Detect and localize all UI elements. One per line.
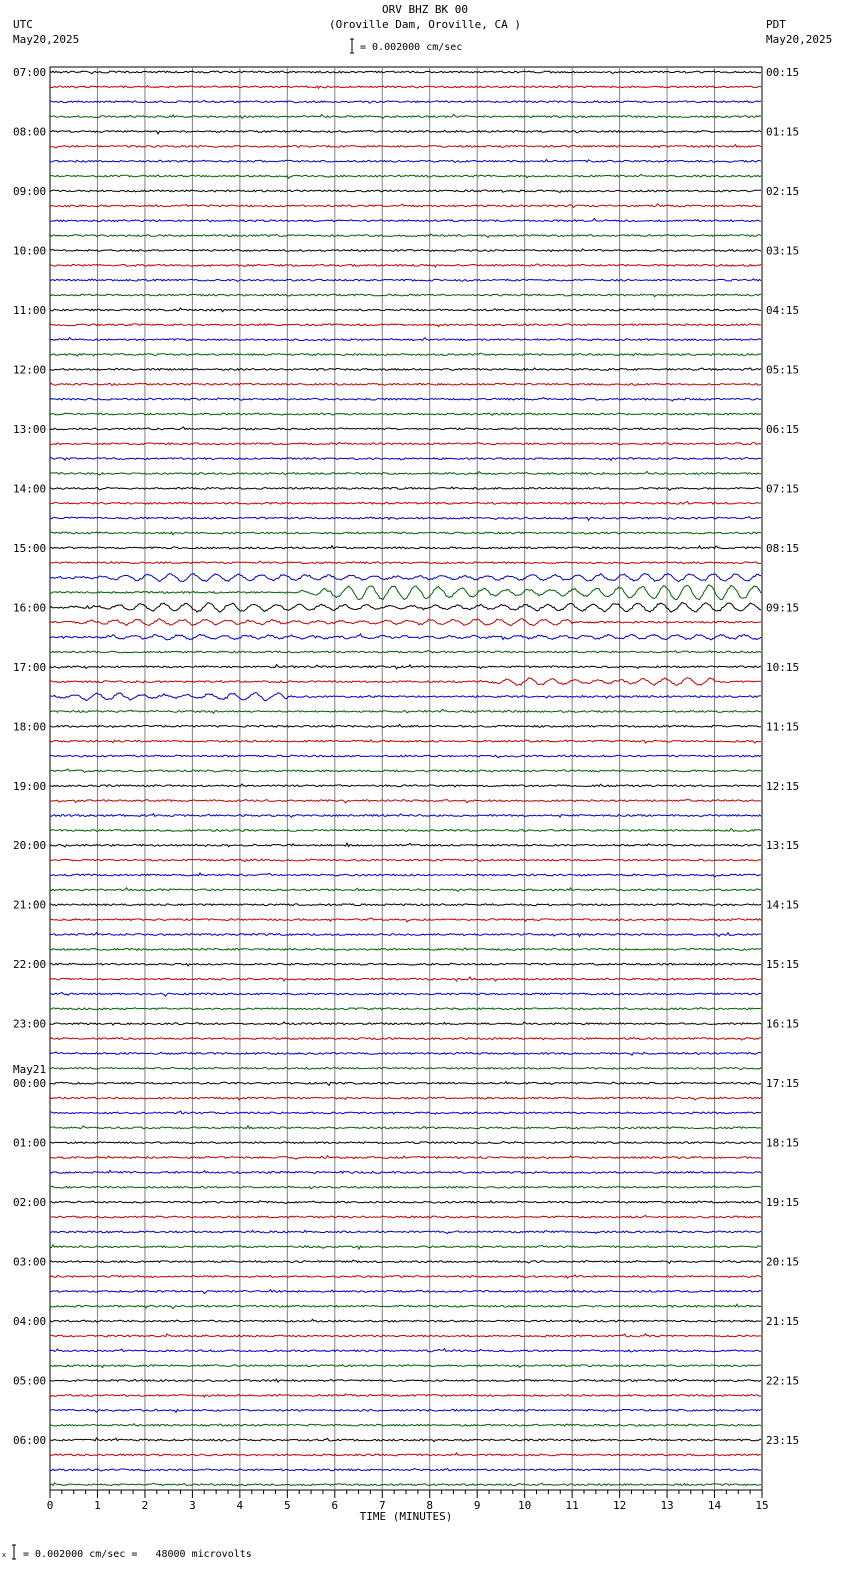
pdt-time-label: 23:15 [766,1434,800,1448]
utc-hour-label: 09:00 [13,184,47,198]
utc-hour-label: 05:00 [13,1374,47,1388]
trace-23 [50,413,761,416]
trace-12 [50,249,761,252]
trace-94 [50,1469,761,1472]
utc-hour-label: 00:00 [13,1077,47,1091]
x-tick-label-12: 12 [612,1499,627,1512]
trace-89 [50,1394,761,1397]
trace-91 [50,1424,761,1427]
pdt-time-label: 09:15 [766,601,800,615]
utc-hour-label: 17:00 [13,660,47,674]
trace-30 [50,517,761,521]
trace-5 [50,145,761,149]
pdt-time-label: 12:15 [766,779,800,793]
utc-hour-label: 22:00 [13,958,47,972]
pdt-time-label: 19:15 [766,1196,800,1210]
chart-subtitle: (Oroville Dam, Oroville, CA ) [328,18,522,31]
trace-49 [50,799,761,803]
trace-7 [50,174,761,178]
x-tick-label-2: 2 [141,1499,149,1512]
trace-76 [50,1201,761,1204]
trace-79 [50,1245,761,1249]
trace-50 [50,814,761,818]
utc-hour-label: 04:00 [13,1315,47,1329]
trace-28 [50,487,761,491]
x-tick-label-8: 8 [426,1499,434,1512]
trace-75 [50,1186,761,1189]
trace-88 [50,1379,761,1382]
trace-4 [50,130,761,134]
utc-hour-label: 03:00 [13,1255,47,1269]
utc-hour-label: 06:00 [13,1434,47,1448]
pdt-time-label: 10:15 [766,660,800,674]
trace-10 [50,218,761,222]
pdt-time-label: 16:15 [766,1017,800,1031]
trace-43 [50,709,761,713]
trace-8 [50,190,761,193]
trace-24 [50,427,761,430]
trace-38 [50,634,761,640]
trace-95 [50,1483,761,1486]
utc-hour-label: 14:00 [13,482,47,496]
trace-62 [50,993,761,997]
trace-78 [50,1230,761,1233]
utc-hour-label: 08:00 [13,125,47,139]
trace-64 [50,1022,761,1025]
utc-hour-label: 07:00 [13,66,47,79]
utc-hour-label: 11:00 [13,303,47,317]
trace-35 [50,585,761,600]
trace-59 [50,948,761,951]
pdt-time-label: 17:15 [766,1077,800,1091]
trace-63 [50,1008,761,1011]
utc-label: UTC [13,18,33,31]
trace-29 [50,502,761,505]
footer-scale-label: = 0.002000 cm/sec = 48000 microvolts [23,1549,252,1560]
utc-hour-label: 12:00 [13,363,47,377]
utc-hour-label: 10:00 [13,244,47,258]
trace-48 [50,784,761,787]
trace-0 [50,71,761,74]
scale-label: = 0.002000 cm/sec [360,42,463,53]
utc-hour-label: 13:00 [13,422,47,436]
utc-hour-label: 21:00 [13,898,47,912]
trace-40 [50,665,761,669]
pdt-time-label: 11:15 [766,720,800,734]
footer-scale-marker: x [1,1551,7,1559]
trace-73 [50,1156,761,1160]
x-tick-label-11: 11 [565,1499,579,1512]
trace-27 [50,472,761,476]
seismic-traces [50,71,761,1486]
x-tick-label-14: 14 [707,1499,722,1512]
utc-hour-label: 18:00 [13,720,47,734]
trace-3 [50,114,761,118]
trace-69 [50,1097,761,1100]
trace-37 [50,619,761,626]
trace-33 [50,561,761,564]
pdt-time-label: 14:15 [766,898,800,912]
x-tick-label-1: 1 [94,1499,101,1512]
trace-15 [50,294,761,297]
pdt-label: PDT [766,18,786,31]
pdt-time-label: 18:15 [766,1136,800,1150]
trace-25 [50,442,761,444]
trace-39 [50,650,761,652]
trace-14 [50,279,761,282]
trace-83 [50,1304,761,1308]
pdt-time-label: 03:15 [766,244,800,258]
trace-56 [50,903,761,905]
trace-32 [50,546,761,550]
pdt-time-label: 21:15 [766,1315,800,1329]
pdt-time-label: 00:15 [766,66,800,79]
trace-61 [50,977,761,981]
trace-80 [50,1260,761,1263]
x-tick-label-6: 6 [331,1499,339,1512]
trace-9 [50,204,761,208]
x-axis [47,1490,769,1523]
x-tick-label-4: 4 [236,1499,244,1512]
x-tick-label-9: 9 [473,1499,481,1512]
trace-81 [50,1275,761,1278]
chart-title: ORV BHZ BK 00 [381,3,469,16]
trace-55 [50,888,761,892]
trace-68 [50,1082,761,1086]
trace-47 [50,769,761,772]
utc-hour-label: 19:00 [13,779,47,793]
utc-hour-label: 20:00 [13,839,47,853]
x-tick-label-5: 5 [284,1499,291,1512]
trace-41 [50,678,761,686]
trace-16 [50,308,761,312]
trace-13 [50,264,761,267]
trace-20 [50,368,761,371]
trace-90 [50,1409,761,1412]
x-tick-label-15: 15 [755,1499,769,1512]
trace-86 [50,1349,761,1352]
trace-17 [50,324,761,327]
trace-19 [50,353,761,356]
trace-45 [50,740,761,743]
utc-date: May20,2025 [13,33,80,46]
trace-74 [50,1170,761,1173]
utc-hour-label: 01:00 [13,1136,47,1150]
trace-31 [50,532,761,535]
trace-84 [50,1319,761,1322]
trace-34 [50,574,761,582]
trace-77 [50,1215,761,1218]
trace-54 [50,873,761,877]
trace-93 [50,1453,761,1456]
pdt-time-label: 20:15 [766,1255,800,1269]
trace-67 [50,1067,761,1069]
trace-57 [50,918,761,922]
trace-46 [50,755,761,758]
trace-66 [50,1052,761,1055]
trace-60 [50,963,761,966]
date-change-label: May21 [13,1063,47,1077]
pdt-time-label: 01:15 [766,125,800,139]
trace-70 [50,1111,761,1114]
trace-53 [50,859,761,862]
pdt-date: May20,2025 [766,33,833,46]
trace-65 [50,1038,761,1040]
pdt-time-label: 06:15 [766,422,800,436]
utc-hour-label: 15:00 [13,541,47,555]
utc-hour-label: 23:00 [13,1017,47,1031]
trace-2 [50,100,761,103]
x-tick-label-13: 13 [660,1499,674,1512]
pdt-time-label: 08:15 [766,541,800,555]
trace-52 [50,843,761,847]
trace-85 [50,1334,761,1337]
trace-87 [50,1365,761,1368]
trace-72 [50,1141,761,1143]
pdt-time-label: 15:15 [766,958,800,972]
pdt-time-label: 05:15 [766,363,800,377]
trace-82 [50,1290,761,1294]
utc-hour-label: 16:00 [13,601,47,615]
time-labels [13,66,799,1447]
trace-71 [50,1126,761,1129]
trace-26 [50,457,761,460]
x-tick-label-10: 10 [518,1499,532,1512]
pdt-time-label: 07:15 [766,482,800,496]
utc-hour-label: 02:00 [13,1196,47,1210]
x-tick-label-7: 7 [378,1499,386,1512]
trace-21 [50,383,761,385]
trace-1 [50,86,761,89]
trace-36 [50,603,761,612]
pdt-time-label: 04:15 [766,303,800,317]
trace-44 [50,725,761,728]
x-axis-label: TIME (MINUTES) [359,1510,453,1523]
pdt-time-label: 02:15 [766,184,800,198]
trace-92 [50,1438,761,1442]
trace-42 [50,693,761,701]
trace-22 [50,398,761,401]
trace-6 [50,160,761,163]
x-tick-label-0: 0 [46,1499,54,1512]
trace-11 [50,234,761,237]
trace-58 [50,933,761,937]
pdt-time-label: 13:15 [766,839,800,853]
trace-51 [50,829,761,832]
pdt-time-label: 22:15 [766,1374,800,1388]
trace-18 [50,338,761,341]
scale-bars [2,39,354,1559]
x-tick-label-3: 3 [189,1499,196,1512]
